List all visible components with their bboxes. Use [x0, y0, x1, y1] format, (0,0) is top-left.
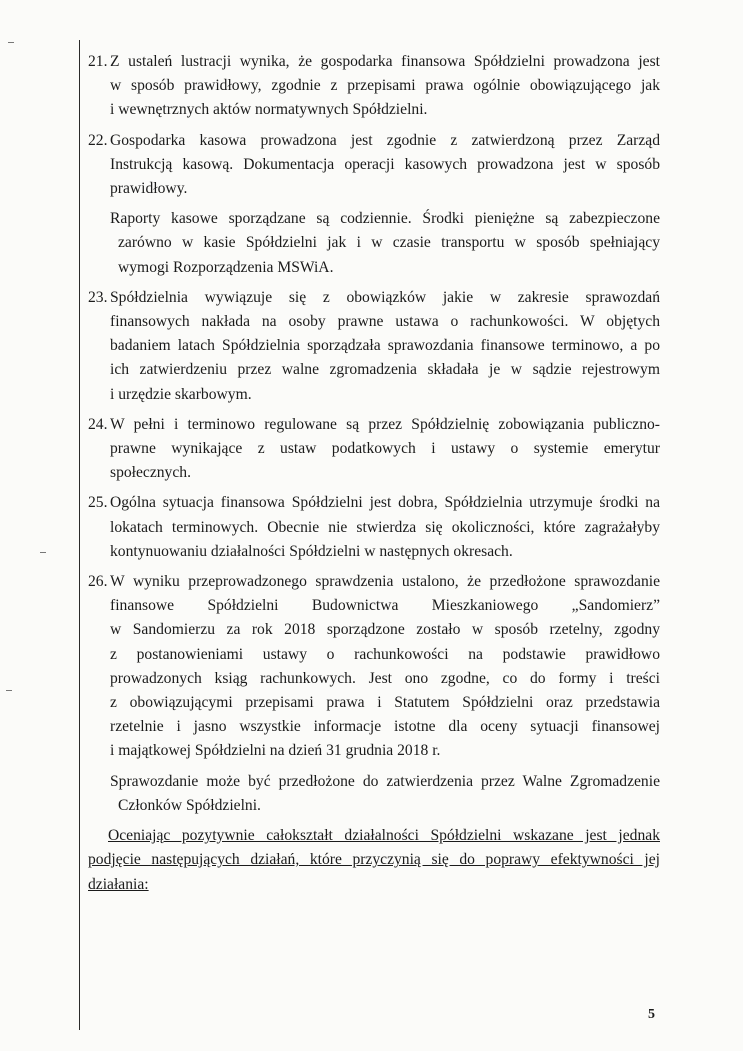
text-line: Spółdzielnia wywiązuje się z obowiązków jakie w zakresie sprawozdań — [110, 288, 660, 306]
text-line: z postanowieniami ustawy o rachunkowości na podstawie prawidłowo — [110, 645, 660, 663]
text-line: i wewnętrznych aktów normatywnych Spółdzielni. — [110, 101, 428, 119]
text-line: wymogi Rozporządzenia MSWiA. — [118, 258, 334, 276]
item-number: 26. — [88, 573, 108, 591]
text-line: Sprawozdanie może być przedłożone do zatwierdzenia przez Walne Zgromadzenie — [110, 772, 660, 790]
list-item — [88, 50, 660, 123]
closing-paragraph — [88, 824, 660, 897]
item-number: 23. — [88, 288, 108, 306]
text-line: W wyniku przeprowadzonego sprawdzenia ustalono, że przedłożone sprawozdanie — [110, 573, 660, 591]
list-item — [88, 286, 660, 407]
margin-rule — [79, 40, 80, 1030]
item-number: 22. — [88, 131, 108, 149]
text-line: prowadzonych ksiąg rachunkowych. Jest ono zgodne, co do formy i treści — [110, 669, 660, 687]
text-line: z obowiązującymi przepisami prawa i Statutem Spółdzielni oraz przedstawia — [110, 694, 660, 712]
scan-mark — [8, 42, 14, 43]
text-line: w Sandomierzu za rok 2018 sporządzone zostało w sposób rzetelny, zgodny — [110, 621, 660, 639]
text-line: Członków Spółdzielni. — [118, 796, 261, 814]
text-line: ich zatwierdzeniu przez walne zgromadzenia składała je w sądzie rejestrowym — [110, 361, 660, 379]
text-line: Raporty kasowe sporządzane są codziennie. Środki pieniężne są zabezpieczone — [110, 210, 660, 228]
sub-paragraph — [88, 770, 660, 818]
text-line: prawne wynikające z ustaw podatkowych i ustawy o systemie emerytur — [110, 440, 660, 458]
scan-mark — [6, 690, 12, 691]
list-item — [88, 491, 660, 564]
text-line: finansowe Spółdzielni Budownictwa Mieszkaniowego „Sandomierz” — [110, 597, 660, 615]
text-line: w sposób prawidłowy, zgodnie z przepisami prawa ogólnie obowiązującego jak — [110, 77, 660, 95]
list-item — [88, 129, 660, 280]
text-line: prawidłowy. — [110, 180, 188, 198]
text-line: rzetelnie i jasno wszystkie informacje istotne dla oceny sytuacji finansowej — [110, 718, 660, 736]
item-number: 24. — [88, 415, 108, 433]
text-line: społecznych. — [110, 464, 191, 482]
text-line: lokatach terminowych. Obecnie nie stwierdza się okoliczności, które zagrażałyby — [110, 518, 660, 536]
list-item — [88, 570, 660, 818]
list-item — [88, 413, 660, 486]
text-line: Oceniając pozytywnie całokształt działalności Spółdzielni wskazane jest jednak — [108, 827, 660, 845]
text-line: finansowych nakłada na osoby prawne ustawa o rachunkowości. W objętych — [110, 313, 660, 331]
text-line: działania: — [88, 875, 149, 893]
text-line: Gospodarka kasowa prowadzona jest zgodnie z zatwierdzoną przez Zarząd — [110, 131, 660, 149]
page-number: 5 — [648, 1007, 655, 1022]
scan-mark — [40, 552, 46, 553]
text-line: Z ustaleń lustracji wynika, że gospodarka finansowa Spółdzielni prowadzona jest — [110, 53, 660, 70]
text-line: badaniem latach Spółdzielnia sporządzała sprawozdania finansowe terminowo, a po — [110, 337, 660, 355]
text-line: Instrukcją kasową. Dokumentacja operacji kasowych prowadzona jest w sposób — [110, 155, 660, 173]
text-line: Ogólna sytuacja finansowa Spółdzielni jest dobra, Spółdzielnia utrzymuje środki na — [110, 494, 660, 512]
text-line: i majątkowej Spółdzielni na dzień 31 grudnia 2018 r. — [110, 742, 441, 760]
text-line: kontynuowaniu działalności Spółdzielni w następnych okresach. — [110, 542, 513, 560]
sub-paragraph — [88, 207, 660, 280]
item-number: 25. — [88, 494, 108, 512]
text-line: W pełni i terminowo regulowane są przez Spółdzielnię zobowiązania publiczno- — [110, 415, 660, 433]
text-line: i urzędzie skarbowym. — [110, 385, 252, 403]
document-body — [88, 50, 660, 897]
text-line: zarówno w kasie Spółdzielni jak i w czasie transportu w sposób spełniający — [118, 234, 660, 252]
item-number: 21. — [88, 53, 108, 70]
text-line: podjęcie następujących działań, które przyczynią się do poprawy efektywności jej — [88, 851, 660, 869]
